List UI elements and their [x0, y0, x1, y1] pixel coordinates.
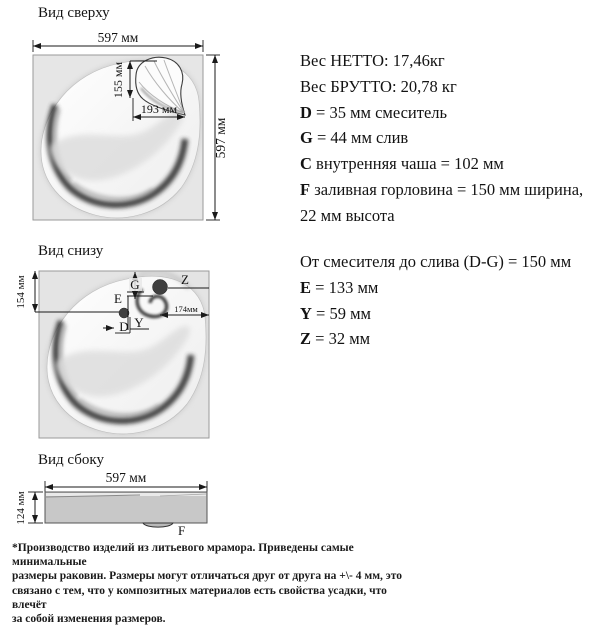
label-y: Y: [134, 315, 144, 330]
specs-weights-and-sizes: [300, 48, 598, 229]
spec-line: [300, 249, 598, 275]
bottom-left-label: 154 мм: [15, 275, 27, 309]
sink-side-graphic: [45, 492, 207, 527]
bottom-view-title: Вид снизу: [38, 243, 104, 259]
spec-text: = 133 мм: [311, 277, 379, 297]
spec-text: = 44 мм слив: [312, 128, 409, 148]
spec-key: Z: [300, 329, 312, 349]
spec-line: [300, 100, 598, 126]
side-view-diagram: [10, 468, 240, 543]
label-z: Z: [181, 272, 189, 287]
side-height-dimension: [15, 491, 43, 524]
top-height-label: 597 мм: [213, 117, 228, 159]
side-width-dimension: [45, 470, 207, 493]
spec-text: = 59 мм: [311, 303, 371, 323]
spec-text: = 32 мм: [311, 329, 371, 349]
spec-text: заливная горловина = 150 мм ширина,: [310, 179, 584, 199]
inner-height-label: 155 мм: [111, 61, 125, 99]
spec-line: [300, 301, 598, 327]
spec-line: [300, 151, 598, 177]
spec-line: [300, 125, 598, 151]
specs-offsets: [300, 249, 598, 352]
spec-text: = 35 мм смеситель: [311, 102, 448, 122]
spec-text: От смесителя до слива (D-G) = 150 мм: [300, 252, 572, 271]
spec-line: [300, 74, 598, 100]
footnote-line: за собой изменения размеров.: [12, 613, 166, 626]
spec-text: Вес БРУТТО: 20,78 кг: [300, 76, 457, 96]
label-e: E: [114, 291, 122, 306]
filler-neck: [143, 523, 173, 527]
side-width-label: 597 мм: [105, 470, 147, 485]
top-view-diagram: [10, 28, 240, 230]
spec-key: G: [300, 128, 313, 148]
label-g: G: [130, 277, 140, 292]
top-view-title: Вид сверху: [38, 5, 110, 21]
spec-line: [300, 203, 598, 229]
spec-key: D: [300, 102, 312, 122]
inner-width-label: 193 мм: [140, 102, 178, 116]
spec-text: Вес НЕТТО: 17,46кг: [300, 51, 445, 70]
spec-key: C: [300, 154, 312, 174]
drain-to-edge-label: 174мм: [174, 304, 198, 314]
footnote-line: размеры раковин. Размеры могут отличаться друг от друга на +\- 4 мм, это: [12, 570, 402, 583]
spec-line: [300, 48, 598, 74]
top-width-label: 597 мм: [97, 30, 139, 45]
drain-hole: [153, 280, 168, 295]
side-height-label: 124 мм: [15, 491, 27, 525]
label-d: D: [119, 319, 129, 334]
footnote-line: *Производство изделий из литьевого мрамора. Приведены самые минимальные: [12, 542, 354, 569]
spec-line: [300, 275, 598, 301]
footnote: [12, 541, 412, 626]
label-f: F: [178, 523, 186, 538]
side-view-title: Вид сбоку: [38, 452, 104, 468]
bottom-view-diagram: [10, 262, 240, 448]
spec-line: [300, 177, 598, 203]
spec-text: внутренняя чаша = 102 мм: [311, 154, 504, 174]
top-width-dimension: [33, 30, 203, 52]
spec-key: Y: [300, 303, 312, 323]
footnote-line: связано с тем, что у композитных материалов есть свойства усадки, что влечёт: [12, 584, 387, 611]
top-height-dimension: [206, 55, 228, 220]
spec-line: [300, 326, 598, 352]
spec-key: E: [300, 277, 312, 297]
spec-key: F: [300, 179, 311, 199]
spec-text: 22 мм высота: [300, 205, 395, 225]
